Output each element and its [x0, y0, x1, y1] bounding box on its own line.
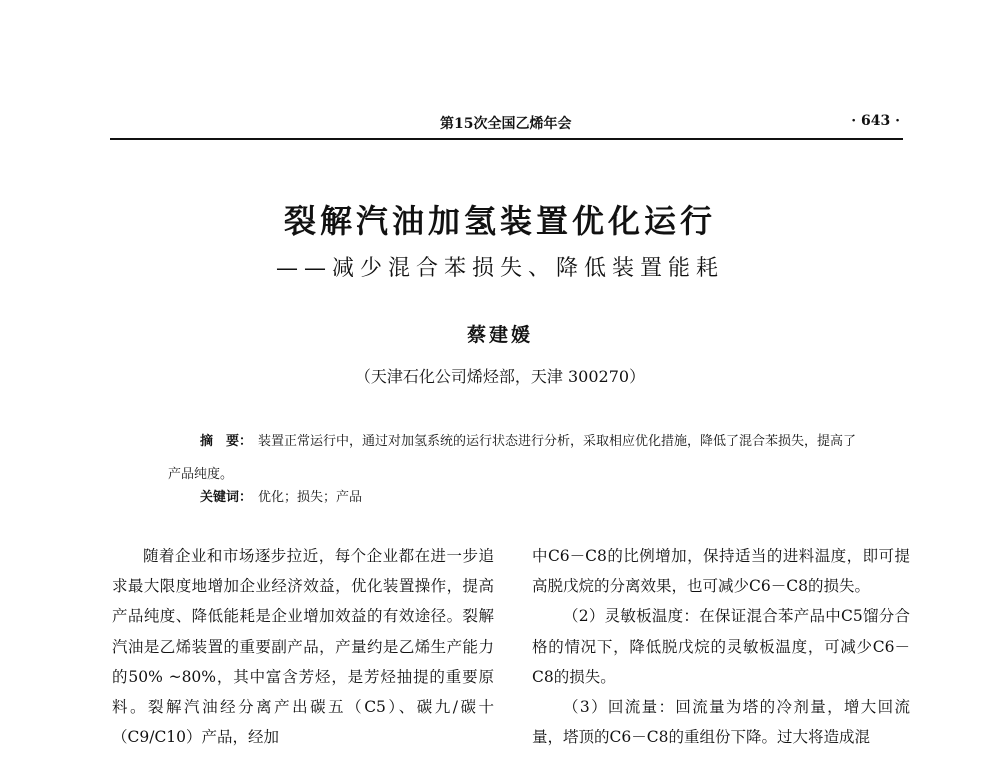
abstract-text: 装置正常运行中，通过对加氢系统的运行状态进行分析，采取相应优化措施，降低了混合苯损失，提高了产品纯度。 — [168, 434, 857, 482]
paper-subtitle: ——减少混合苯损失、降低装置能耗 — [275, 256, 724, 281]
paper-title: 裂解汽油加氢装置优化运行 — [283, 202, 716, 240]
abstract — [168, 425, 868, 491]
header-rule — [110, 138, 903, 140]
keywords-text: 优化；损失；产品 — [258, 490, 363, 505]
body-paragraph: （3）回流量：回流量为塔的冷剂量，增大回流量，塔顶的C6－C8的重组份下降。过大将造成混 — [532, 698, 910, 747]
abstract-label: 摘 要： — [200, 434, 253, 449]
author-affiliation: （天津石化公司烯烃部，天津 300270） — [354, 367, 646, 386]
body-column-right — [532, 541, 910, 752]
page-number: · 643 · — [851, 113, 900, 129]
body-paragraph: （2）灵敏板温度：在保证混合苯产品中C5馏分合格的情况下，降低脱戊烷的灵敏板温度，可减少C6－C8的损失。 — [532, 607, 910, 686]
keywords — [200, 486, 860, 505]
keywords-label: 关键词： — [200, 490, 253, 505]
conference-name: 第15次全国乙烯年会 — [440, 116, 572, 132]
body-column-left — [112, 541, 494, 752]
body-paragraph: 随着企业和市场逐步拉近，每个企业都在进一步追求最大限度地增加企业经济效益，优化装置操作，提高产品纯度、降低能耗是企业增加效益的有效途径。裂解汽油是乙烯装置的重要副产品，产量约是乙烯生产能力的50% ~80%，其中富含芳烃，是芳烃抽提的重要原料。裂解汽油经分离产出碳五（C5）、碳九/碳十（C9/C10）产品，经加 — [112, 547, 494, 747]
author-name: 蔡建媛 — [466, 324, 533, 346]
body-paragraph: 中C6－C8的比例增加，保持适当的进料温度，即可提高脱戊烷的分离效果，也可减少C6－C8的损失。 — [532, 547, 910, 596]
running-header — [110, 113, 900, 137]
